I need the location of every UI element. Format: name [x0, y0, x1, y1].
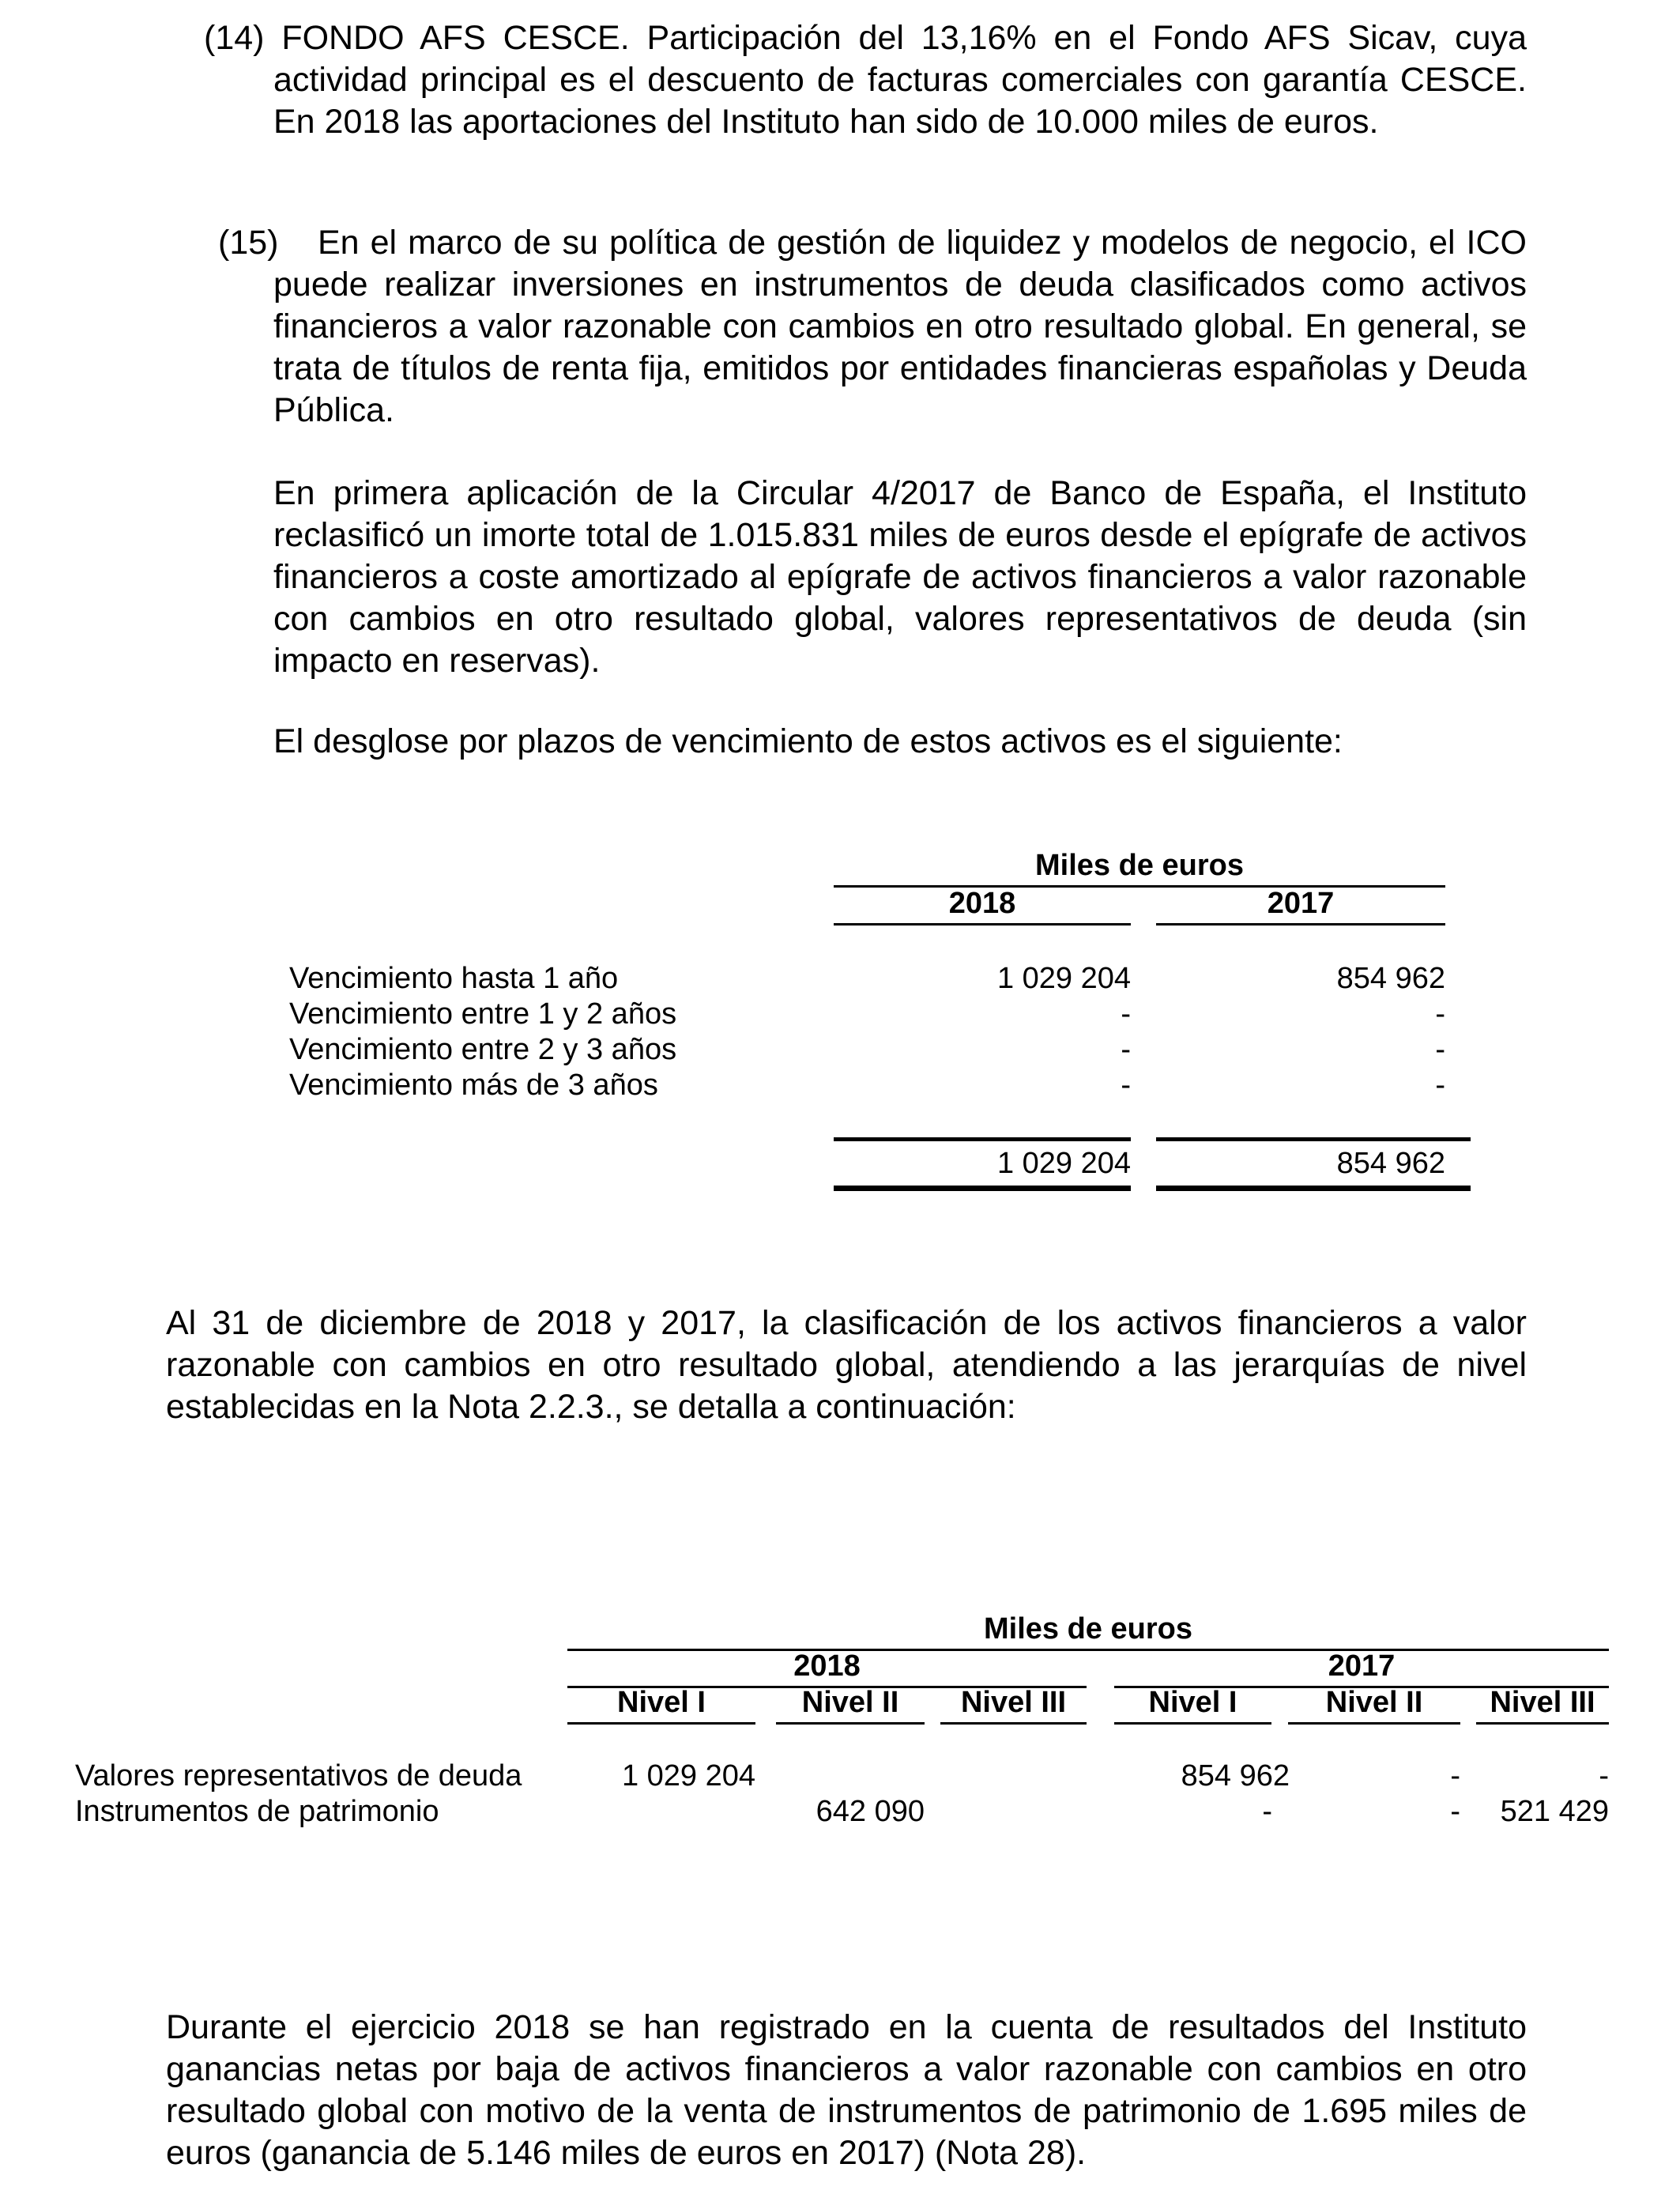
- ganancias-paragraph: Durante el ejercicio 2018 se han registrado en la cuenta de resultados del Instituto ganancias netas por baja de activos financieros a valor razonable con cambios en otro resultado global con motivo de la venta de instrumentos de patrimonio de 1.695 miles de euros (ganancia de 5.146 miles de euros en 2017) (Nota 28).: [166, 2008, 1527, 2172]
- table2-unit-header: Miles de euros: [984, 1612, 1192, 1646]
- table1-total-2017: 854 962: [1336, 1147, 1445, 1180]
- table2-cell: 854 962: [1181, 1759, 1290, 1793]
- table1-row-2017: -: [1435, 997, 1445, 1031]
- jerarquia-paragraph: Al 31 de diciembre de 2018 y 2017, la clasificación de los activos financieros a valor razonable con cambios en otro resultado global, atendiendo a las jerarquías de nivel establecidas en la Nota 2.2.3., se detalla a continuación:: [166, 1304, 1527, 1426]
- desglose-paragraph: El desglose por plazos de vencimiento de estos activos es el siguiente:: [273, 722, 1343, 760]
- table2-row-label: Valores representativos de deuda: [75, 1759, 522, 1793]
- table2-level-rule: [1476, 1722, 1609, 1725]
- table1-total-2018: 1 029 204: [996, 1147, 1131, 1180]
- table1-row-label: Vencimiento más de 3 años: [289, 1069, 658, 1102]
- table2-level-rule: [940, 1722, 1087, 1725]
- table1-row-2017: -: [1435, 1069, 1445, 1102]
- table2-cell: -: [1262, 1795, 1272, 1828]
- table2-level-header: Nivel III: [960, 1686, 1067, 1719]
- table1-row-2018: -: [1121, 1033, 1131, 1066]
- table1-total-bottom-rule-2017: [1156, 1186, 1471, 1191]
- note-15-paragraph: En el marco de su política de gestión de liquidez y modelos de negocio, el ICO puede realizar inversiones en instrumentos de deuda clasificados como activos financieros a valor razonable con cambios en otro resultado global. En general, se trata de títulos de renta fija, emitidos por entidades financieras españolas y Deuda Pública.: [273, 224, 1527, 429]
- note-15-number: (15): [218, 224, 279, 262]
- table1-row-2018: 1 029 204: [996, 962, 1131, 995]
- table1-row-label: Vencimiento entre 2 y 3 años: [289, 1033, 677, 1066]
- table1-row-2018: -: [1121, 997, 1131, 1031]
- table2-cell: 642 090: [816, 1795, 925, 1828]
- table2-cell: -: [1450, 1795, 1460, 1828]
- circular-paragraph: En primera aplicación de la Circular 4/2017 de Banco de España, el Instituto reclasificó un imorte total de 1.015.831 miles de euros desde el epígrafe de activos financieros a coste amortizado al epígrafe de activos financieros a valor razonable con cambios en otro resultado global, valores representativos de deuda (sin impacto en reservas).: [273, 474, 1527, 680]
- table1-col-2018: 2018: [948, 887, 1016, 920]
- table1-total-top-rule-2017: [1156, 1137, 1471, 1141]
- table1-total-top-rule-2018: [834, 1137, 1131, 1141]
- table2-level-rule: [1114, 1722, 1271, 1725]
- table2-level-header: Nivel I: [1148, 1686, 1237, 1719]
- table1-col-2018-rule: [834, 923, 1131, 925]
- table2-cell: 521 429: [1500, 1795, 1609, 1828]
- table1-unit-header: Miles de euros: [1035, 849, 1244, 882]
- table2-level-rule: [1288, 1722, 1460, 1725]
- table1-row-2018: -: [1121, 1069, 1131, 1102]
- table1-row-2017: -: [1435, 1033, 1445, 1066]
- table2-level-rule: [776, 1722, 925, 1725]
- table2-level-header: Nivel I: [617, 1686, 706, 1719]
- table1-row-label: Vencimiento entre 1 y 2 años: [289, 997, 677, 1031]
- table2-level-rule: [567, 1722, 755, 1725]
- note-14-paragraph: (14) FONDO AFS CESCE. Participación del 13,16% en el Fondo AFS Sicav, cuya actividad principal es el descuento de facturas comerciales con garantía CESCE. En 2018 las aportaciones del Instituto han sido de 10.000 miles de euros.: [204, 19, 1527, 141]
- table1-total-bottom-rule-2018: [834, 1186, 1131, 1191]
- table2-level-header: Nivel III: [1490, 1686, 1595, 1719]
- table2-cell: 1 029 204: [621, 1759, 755, 1793]
- table1-col-2017: 2017: [1267, 887, 1335, 920]
- table2-cell: -: [1450, 1759, 1460, 1793]
- table2-row-label: Instrumentos de patrimonio: [75, 1795, 439, 1828]
- table2-cell: -: [1599, 1759, 1609, 1793]
- table2-level-header: Nivel II: [801, 1686, 899, 1719]
- table1-row-label: Vencimiento hasta 1 año: [289, 962, 619, 995]
- table1-col-2017-rule: [1156, 923, 1445, 925]
- table2-level-header: Nivel II: [1325, 1686, 1423, 1719]
- table2-year-2018: 2018: [793, 1649, 861, 1683]
- table2-year-2017: 2017: [1328, 1649, 1396, 1683]
- table1-row-2017: 854 962: [1336, 962, 1445, 995]
